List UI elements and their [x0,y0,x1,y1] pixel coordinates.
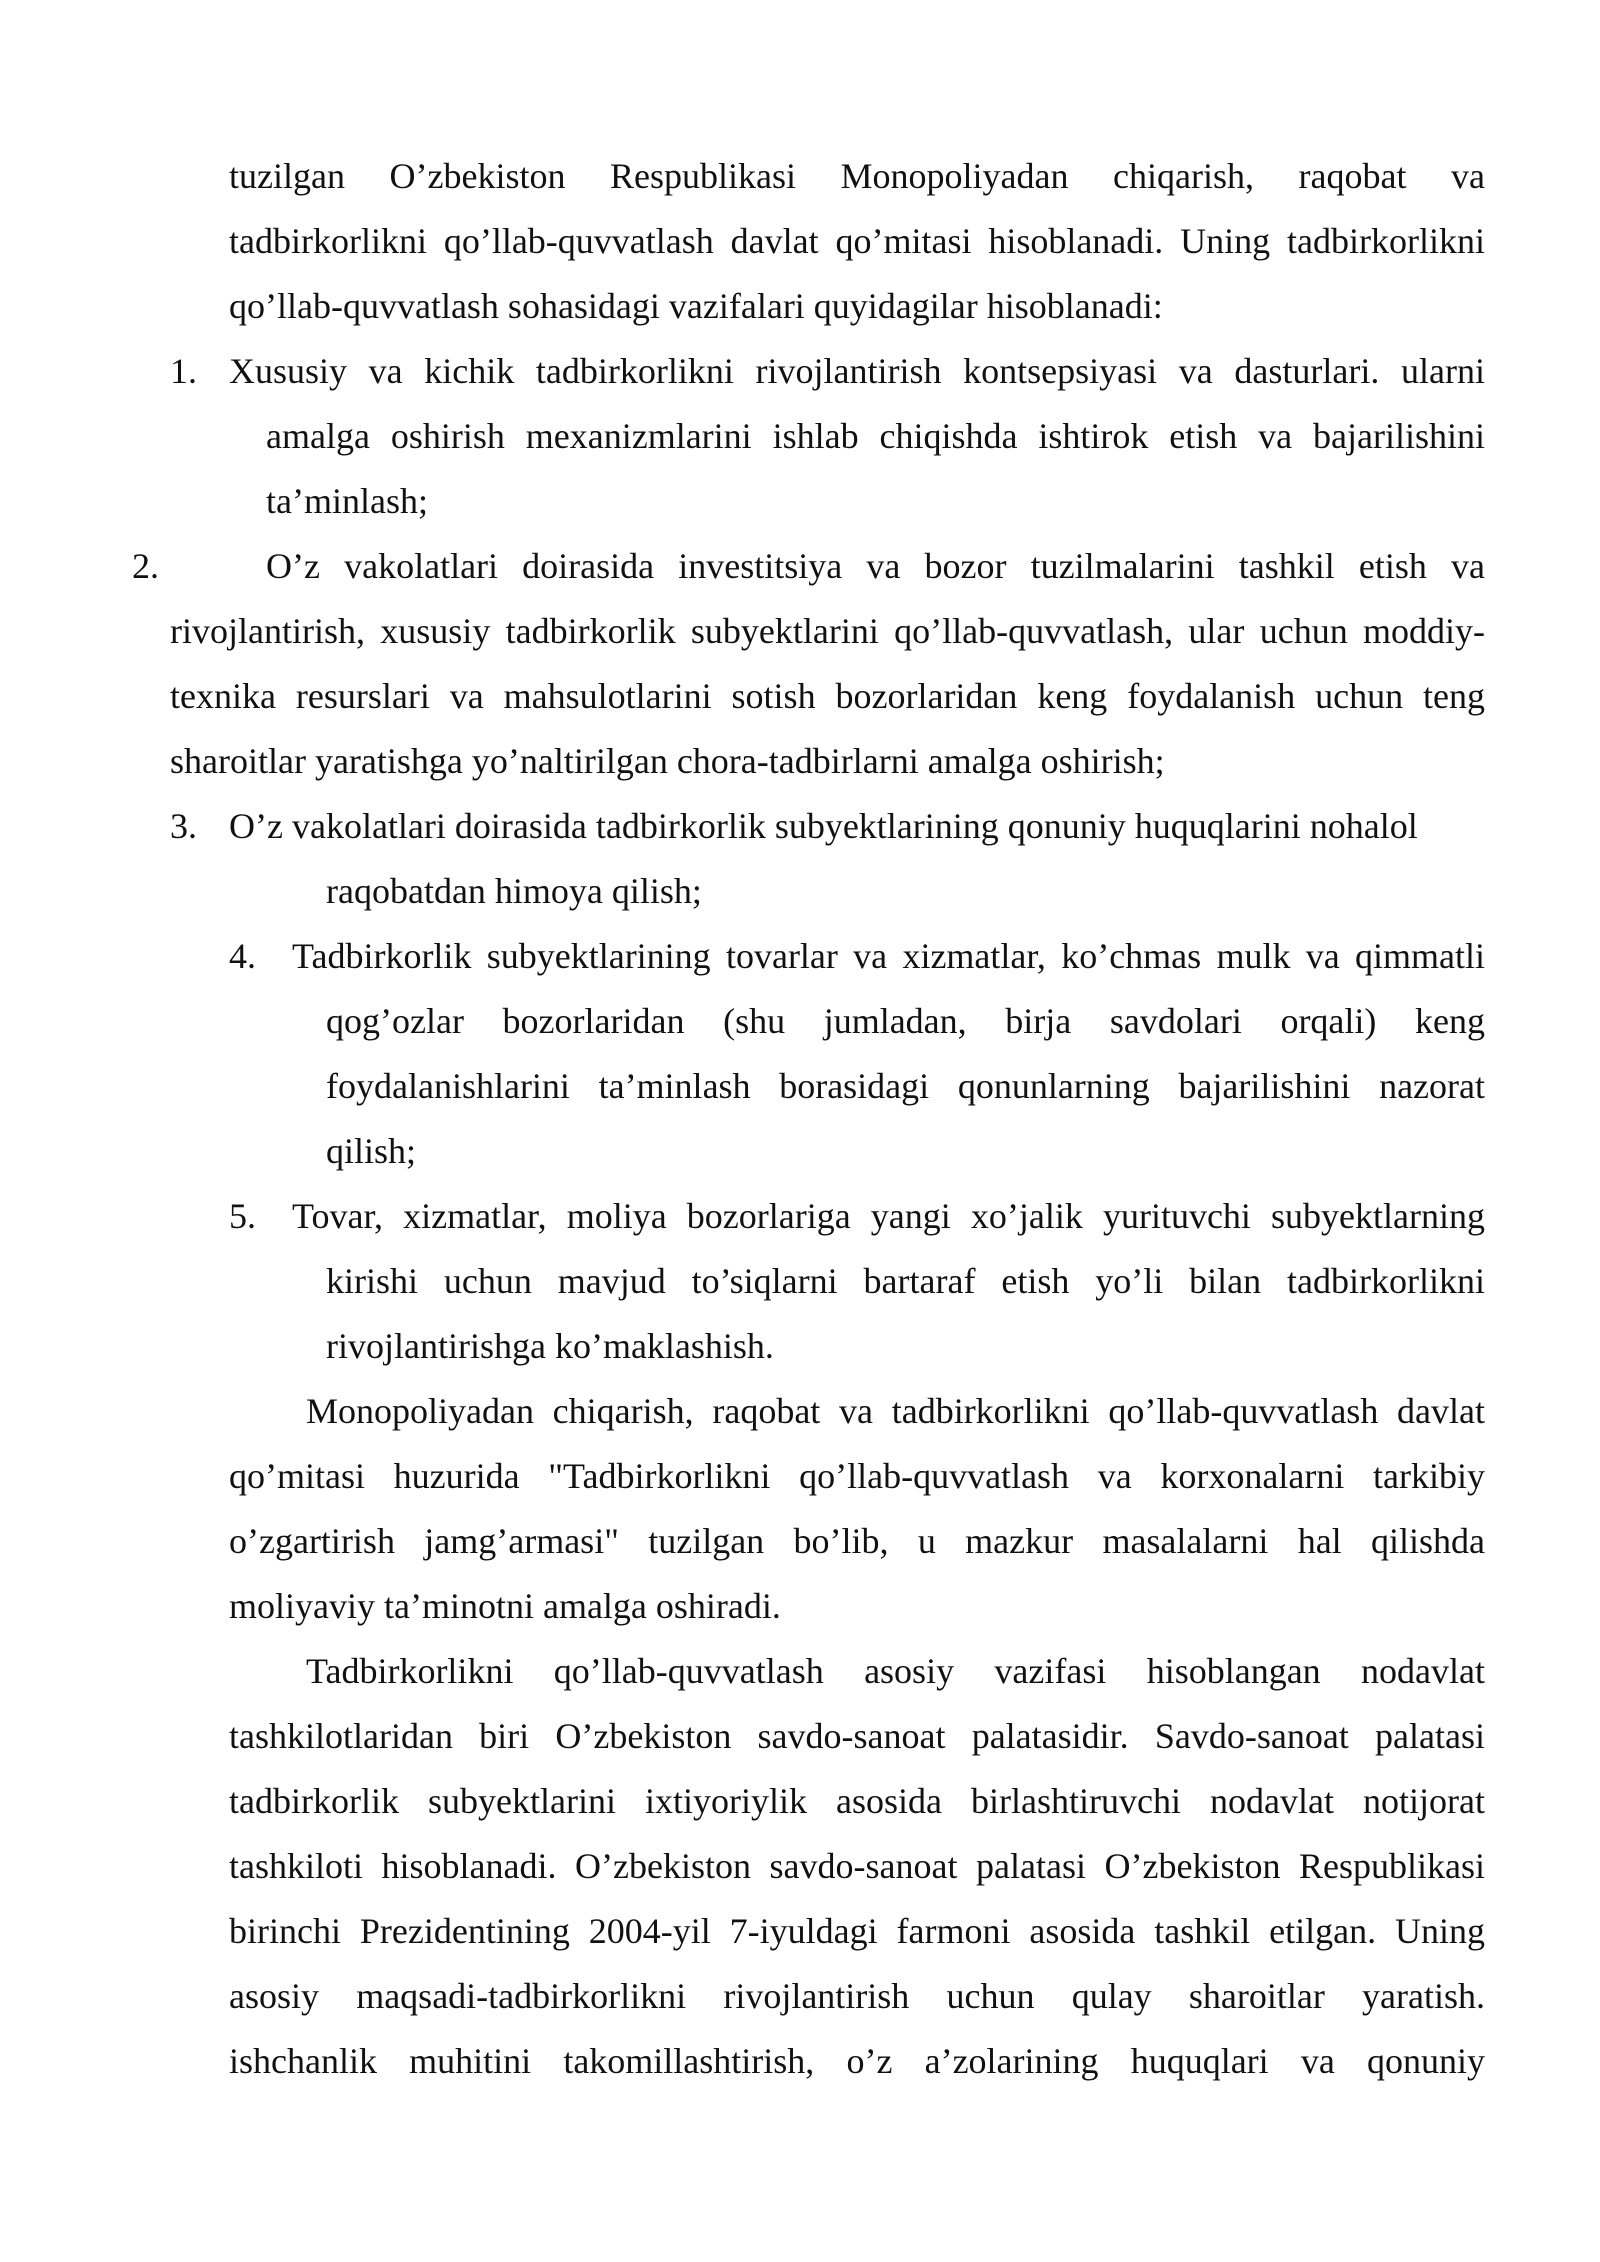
list-item-line: foydalanishlarini ta’minlash borasidagi qonunlarning bajarilishini nazorat [326,1066,1485,1106]
list-item-line: Tadbirkorlik subyektlarining tovarlar va xizmatlar, ko’chmas mulk va qimmatli [292,936,1485,976]
list-item-line: O’z vakolatlari doirasida investitsiya va bozor tuzilmalarini tashkil etish va [266,546,1485,586]
paragraph-line: o’zgartirish jamg’armasi" tuzilgan bo’lib, u mazkur masalalarni hal qilishda [229,1521,1485,1561]
list-item-line: O’z vakolatlari doirasida tadbirkorlik subyektlarining qonuniy huquqlarini nohalol [229,806,1418,846]
list-item-line: ta’minlash; [266,481,428,521]
paragraph-line: moliyaviy ta’minotni amalga oshiradi. [229,1586,781,1626]
list-item-number: 2. [132,546,159,586]
paragraph-line: birinchi Prezidentining 2004-yil 7-iyuldagi farmoni asosida tashkil etilgan. Uning [229,1911,1485,1951]
list-item-line: qog’ozlar bozorlaridan (shu jumladan, birja savdolari orqali) keng [326,1001,1485,1041]
list-item-line: qilish; [326,1131,417,1171]
paragraph-line: Tadbirkorlikni qo’llab-quvvatlash asosiy vazifasi hisoblangan nodavlat [306,1651,1485,1691]
list-item-line: amalga oshirish mexanizmlarini ishlab chiqishda ishtirok etish va bajarilishini [266,416,1485,456]
paragraph-line: tashkilotlaridan biri O’zbekiston savdo-sanoat palatasidir. Savdo-sanoat palatasi [229,1716,1485,1756]
intro-line: tuzilgan O’zbekiston Respublikasi Monopoliyadan chiqarish, raqobat va [229,156,1485,196]
list-item-line: Tovar, xizmatlar, moliya bozorlariga yangi xo’jalik yurituvchi subyektlarning [292,1196,1485,1236]
paragraph-line: ishchanlik muhitini takomillashtirish, o’z a’zolarining huquqlari va qonuniy [229,2041,1485,2081]
list-item-number: 1. [170,351,197,391]
list-item-line: kirishi uchun mavjud to’siqlarni bartaraf etish yo’li bilan tadbirkorlikni [326,1261,1485,1301]
list-item-line: rivojlantirishga ko’maklashish. [326,1326,774,1366]
paragraph-line: Monopoliyadan chiqarish, raqobat va tadbirkorlikni qo’llab-quvvatlash davlat [306,1391,1485,1431]
paragraph-line: asosiy maqsadi-tadbirkorlikni rivojlantirish uchun qulay sharoitlar yaratish. [229,1976,1485,2016]
list-item-line: rivojlantirish, xususiy tadbirkorlik subyektlarini qo’llab-quvvatlash, ular uchun moddiy- [170,611,1485,651]
paragraph-line: tashkiloti hisoblanadi. O’zbekiston savdo-sanoat palatasi O’zbekiston Respublikasi [229,1846,1485,1886]
list-item-line: Xususiy va kichik tadbirkorlikni rivojlantirish kontsepsiyasi va dasturlari. ularni [229,351,1485,391]
list-item-number: 3. [170,806,197,846]
list-item-line: texnika resurslari va mahsulotlarini sotish bozorlaridan keng foydalanish uchun teng [170,676,1485,716]
intro-line: tadbirkorlikni qo’llab-quvvatlash davlat qo’mitasi hisoblanadi. Uning tadbirkorlikni [229,221,1485,261]
paragraph-line: tadbirkorlik subyektlarini ixtiyoriylik asosida birlashtiruvchi nodavlat notijorat [229,1781,1485,1821]
intro-line: qo’llab-quvvatlash sohasidagi vazifalari quyidagilar hisoblanadi: [229,286,1163,326]
list-item-number: 4. [229,936,256,976]
paragraph-line: qo’mitasi huzurida "Tadbirkorlikni qo’llab-quvvatlash va korxonalarni tarkibiy [229,1456,1485,1496]
list-item-line: raqobatdan himoya qilish; [326,871,702,911]
list-item-line: sharoitlar yaratishga yo’naltirilgan chora-tadbirlarni amalga oshirish; [170,741,1165,781]
list-item-number: 5. [229,1196,256,1236]
